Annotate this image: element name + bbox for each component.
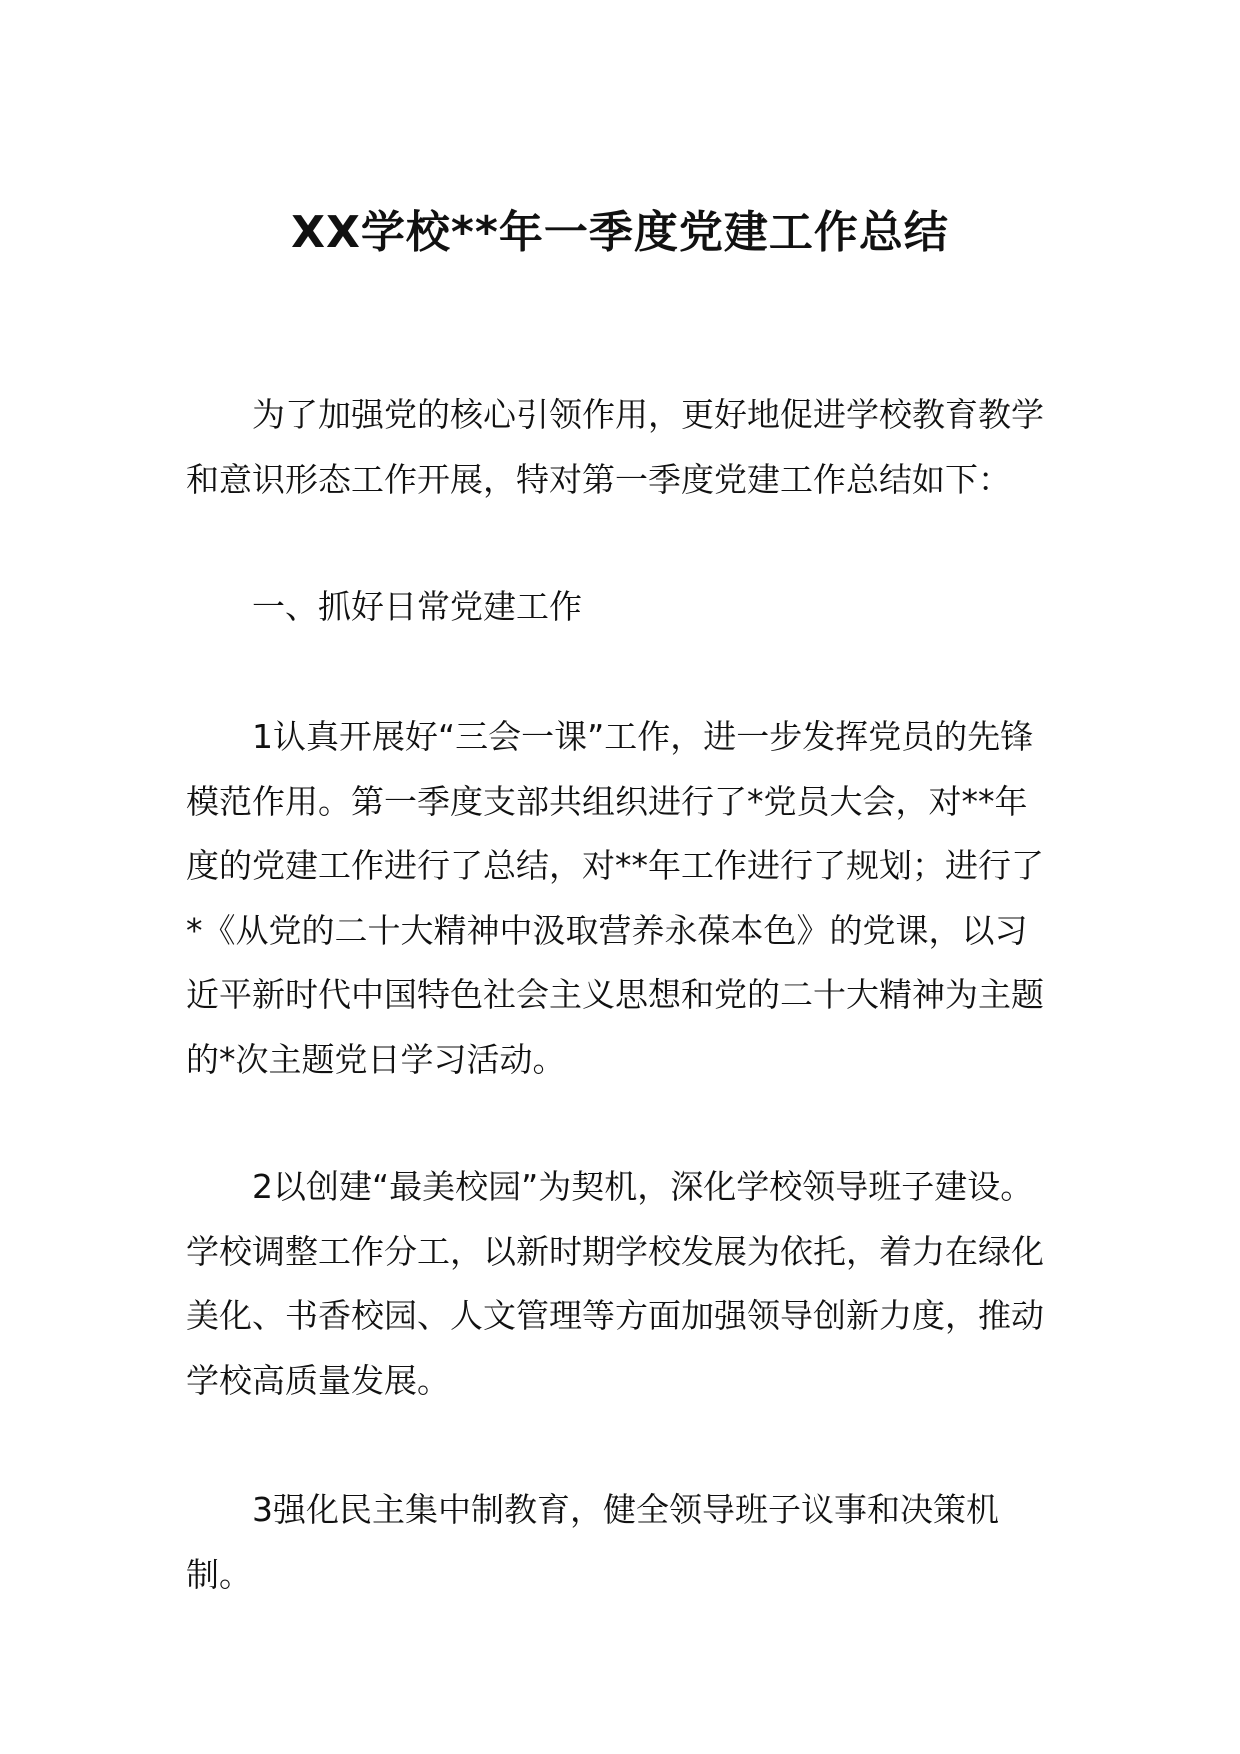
intro-paragraph: 为了加强党的核心引领作用，更好地促进学校教育教学和意识形态工作开展，特对第一季度党建工作总结如下： xyxy=(186,395,1044,499)
item-1-paragraph: 1认真开展好“三会一课”工作，进一步发挥党员的先锋模范作用。第一季度支部共组织进行了*党员大会，对**年度的党建工作进行了总结，对**年工作进行了规划；进行了*《从党的二十大精神中汲取营养永葆本色》的党课，以习近平新时代中国特色社会主义思想和党的二十大精神为主题的*次主题党日学习活动。 xyxy=(186,717,1044,1079)
document-title: XX学校**年一季度党建工作总结 xyxy=(291,207,949,258)
section-heading: 一、抓好日常党建工作 xyxy=(252,587,582,626)
item-3-paragraph: 3强化民主集中制教育，健全领导班子议事和决策机制。 xyxy=(186,1490,999,1594)
item-2-paragraph: 2以创建“最美校园”为契机，深化学校领导班子建设。学校调整工作分工，以新时期学校发展为依托，着力在绿化美化、书香校园、人文管理等方面加强领导创新力度，推动学校高质量发展。 xyxy=(186,1167,1044,1400)
